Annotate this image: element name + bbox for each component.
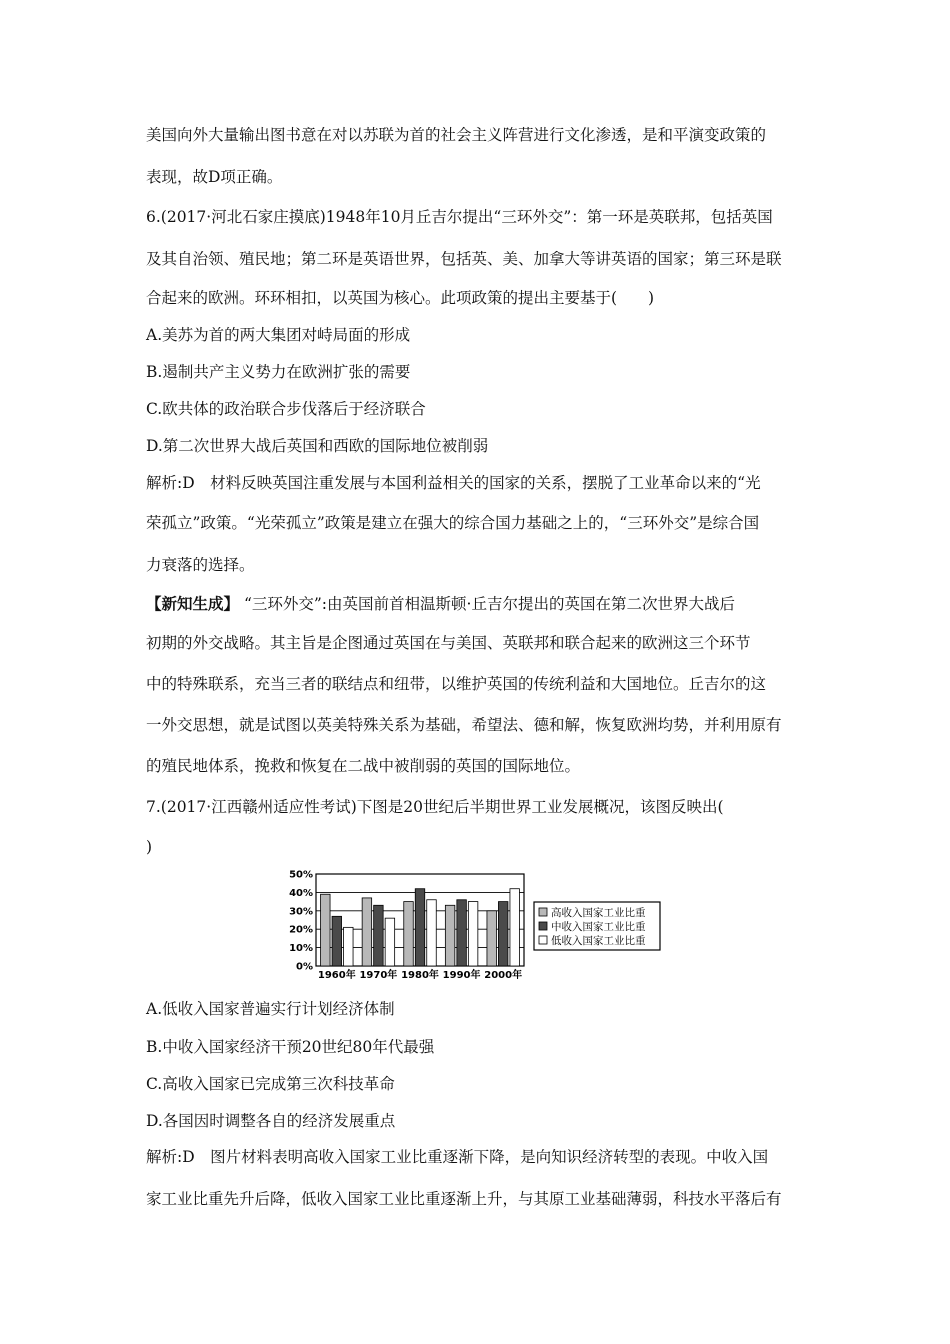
bar — [445, 905, 455, 966]
legend-swatch — [539, 922, 547, 930]
knowledge-text: 一外交思想，就是试图以英美特殊关系为基础，希望法、德和解，恢复欧洲均势，并利用原有 — [146, 716, 782, 734]
legend-swatch — [539, 908, 547, 916]
y-tick-label: 40% — [289, 887, 313, 899]
y-tick-label: 0% — [296, 961, 313, 973]
question-7-stem: 7.(2017·江西赣州适应性考试)下图是20世纪后半期世界工业发展概况，该图反映出( — [146, 798, 724, 816]
y-tick-label: 20% — [289, 924, 313, 936]
paragraph-line: 表现，故D项正确。 — [146, 168, 283, 186]
x-tick-label: 1970年 — [359, 970, 398, 981]
question-6-stem: 及其自治领、殖民地；第二环是英语世界，包括英、美、加拿大等讲英语的国家；第三环是联 — [146, 250, 782, 268]
x-tick-label: 1980年 — [401, 970, 439, 981]
bar — [385, 918, 395, 966]
question-7-option-c: C.高收入国家已完成第三次科技革命 — [146, 1075, 395, 1093]
question-7-stem: ) — [146, 838, 153, 856]
knowledge-note — [146, 593, 735, 615]
question-6-option-c: C.欧共体的政治联合步伐落后于经济联合 — [146, 400, 426, 418]
question-6-stem: 合起来的欧洲。环环相扣，以英国为核心。此项政策的提出主要基于( ) — [146, 289, 655, 307]
answer-7-explanation: 解析:D 图片材料表明高收入国家工业比重逐渐下降，是向知识经济转型的表现。中收入国 — [146, 1148, 769, 1166]
knowledge-label: 【新知生成】 — [146, 594, 240, 613]
bar — [457, 900, 467, 966]
bar — [468, 902, 478, 966]
answer-6-explanation: 解析:D 材料反映英国注重发展与本国利益相关的国家的关系，摆脱了工业革命以来的“光 — [146, 474, 761, 492]
bar — [321, 894, 331, 966]
answer-6-explanation: 力衰落的选择。 — [146, 556, 255, 574]
bar — [427, 900, 437, 966]
question-7-option-a: A.低收入国家普遍实行计划经济体制 — [146, 1000, 395, 1018]
legend-swatch — [539, 936, 547, 944]
question-7-option-d: D.各国因时调整各自的经济发展重点 — [146, 1112, 396, 1130]
x-tick-label: 1990年 — [442, 970, 481, 981]
bar — [487, 911, 497, 966]
bar — [498, 902, 508, 966]
y-tick-label: 10% — [289, 943, 313, 955]
legend-label: 中收入国家工业比重 — [551, 921, 646, 933]
knowledge-text: 中的特殊联系，充当三者的联结点和纽带，以维护英国的传统利益和大国地位。丘吉尔的这 — [146, 675, 767, 693]
bar — [344, 927, 354, 966]
question-6-option-d: D.第二次世界大战后英国和西欧的国际地位被削弱 — [146, 437, 489, 455]
knowledge-text: “三环外交”:由英国前首相温斯顿·丘吉尔提出的英国在第二次世界大战后 — [243, 595, 735, 613]
question-6-option-b: B.遏制共产主义势力在欧洲扩张的需要 — [146, 363, 411, 381]
industry-share-chart — [288, 866, 664, 982]
bar — [362, 898, 372, 966]
question-7-option-b: B.中收入国家经济干预20世纪80年代最强 — [146, 1038, 435, 1056]
paragraph-line: 美国向外大量输出图书意在对以苏联为首的社会主义阵营进行文化渗透，是和平演变政策的 — [146, 126, 767, 144]
bar — [332, 916, 342, 966]
legend-label: 高收入国家工业比重 — [551, 907, 646, 919]
bar — [510, 889, 520, 966]
y-tick-label: 50% — [289, 869, 313, 881]
bar-chart-svg — [288, 866, 664, 982]
x-tick-label: 2000年 — [484, 970, 523, 981]
knowledge-text: 初期的外交战略。其主旨是企图通过英国在与美国、英联邦和联合起来的欧洲这三个环节 — [146, 634, 751, 652]
x-tick-label: 1960年 — [317, 970, 356, 981]
question-6-option-a: A.美苏为首的两大集团对峙局面的形成 — [146, 326, 411, 344]
answer-6-explanation: 荣孤立”政策。“光荣孤立”政策是建立在强大的综合国力基础之上的，“三环外交”是综合国 — [146, 514, 760, 532]
knowledge-text: 的殖民地体系，挽救和恢复在二战中被削弱的英国的国际地位。 — [146, 757, 581, 775]
legend-label: 低收入国家工业比重 — [551, 935, 646, 947]
bar — [404, 902, 414, 966]
answer-7-explanation: 家工业比重先升后降，低收入国家工业比重逐渐上升，与其原工业基础薄弱，科技水平落后有 — [146, 1190, 782, 1208]
y-tick-label: 30% — [289, 906, 313, 918]
bar — [415, 889, 425, 966]
question-6-stem: 6.(2017·河北石家庄摸底)1948年10月丘吉尔提出“三环外交”：第一环是英联邦，包括英国 — [146, 208, 773, 226]
bar — [374, 905, 384, 966]
